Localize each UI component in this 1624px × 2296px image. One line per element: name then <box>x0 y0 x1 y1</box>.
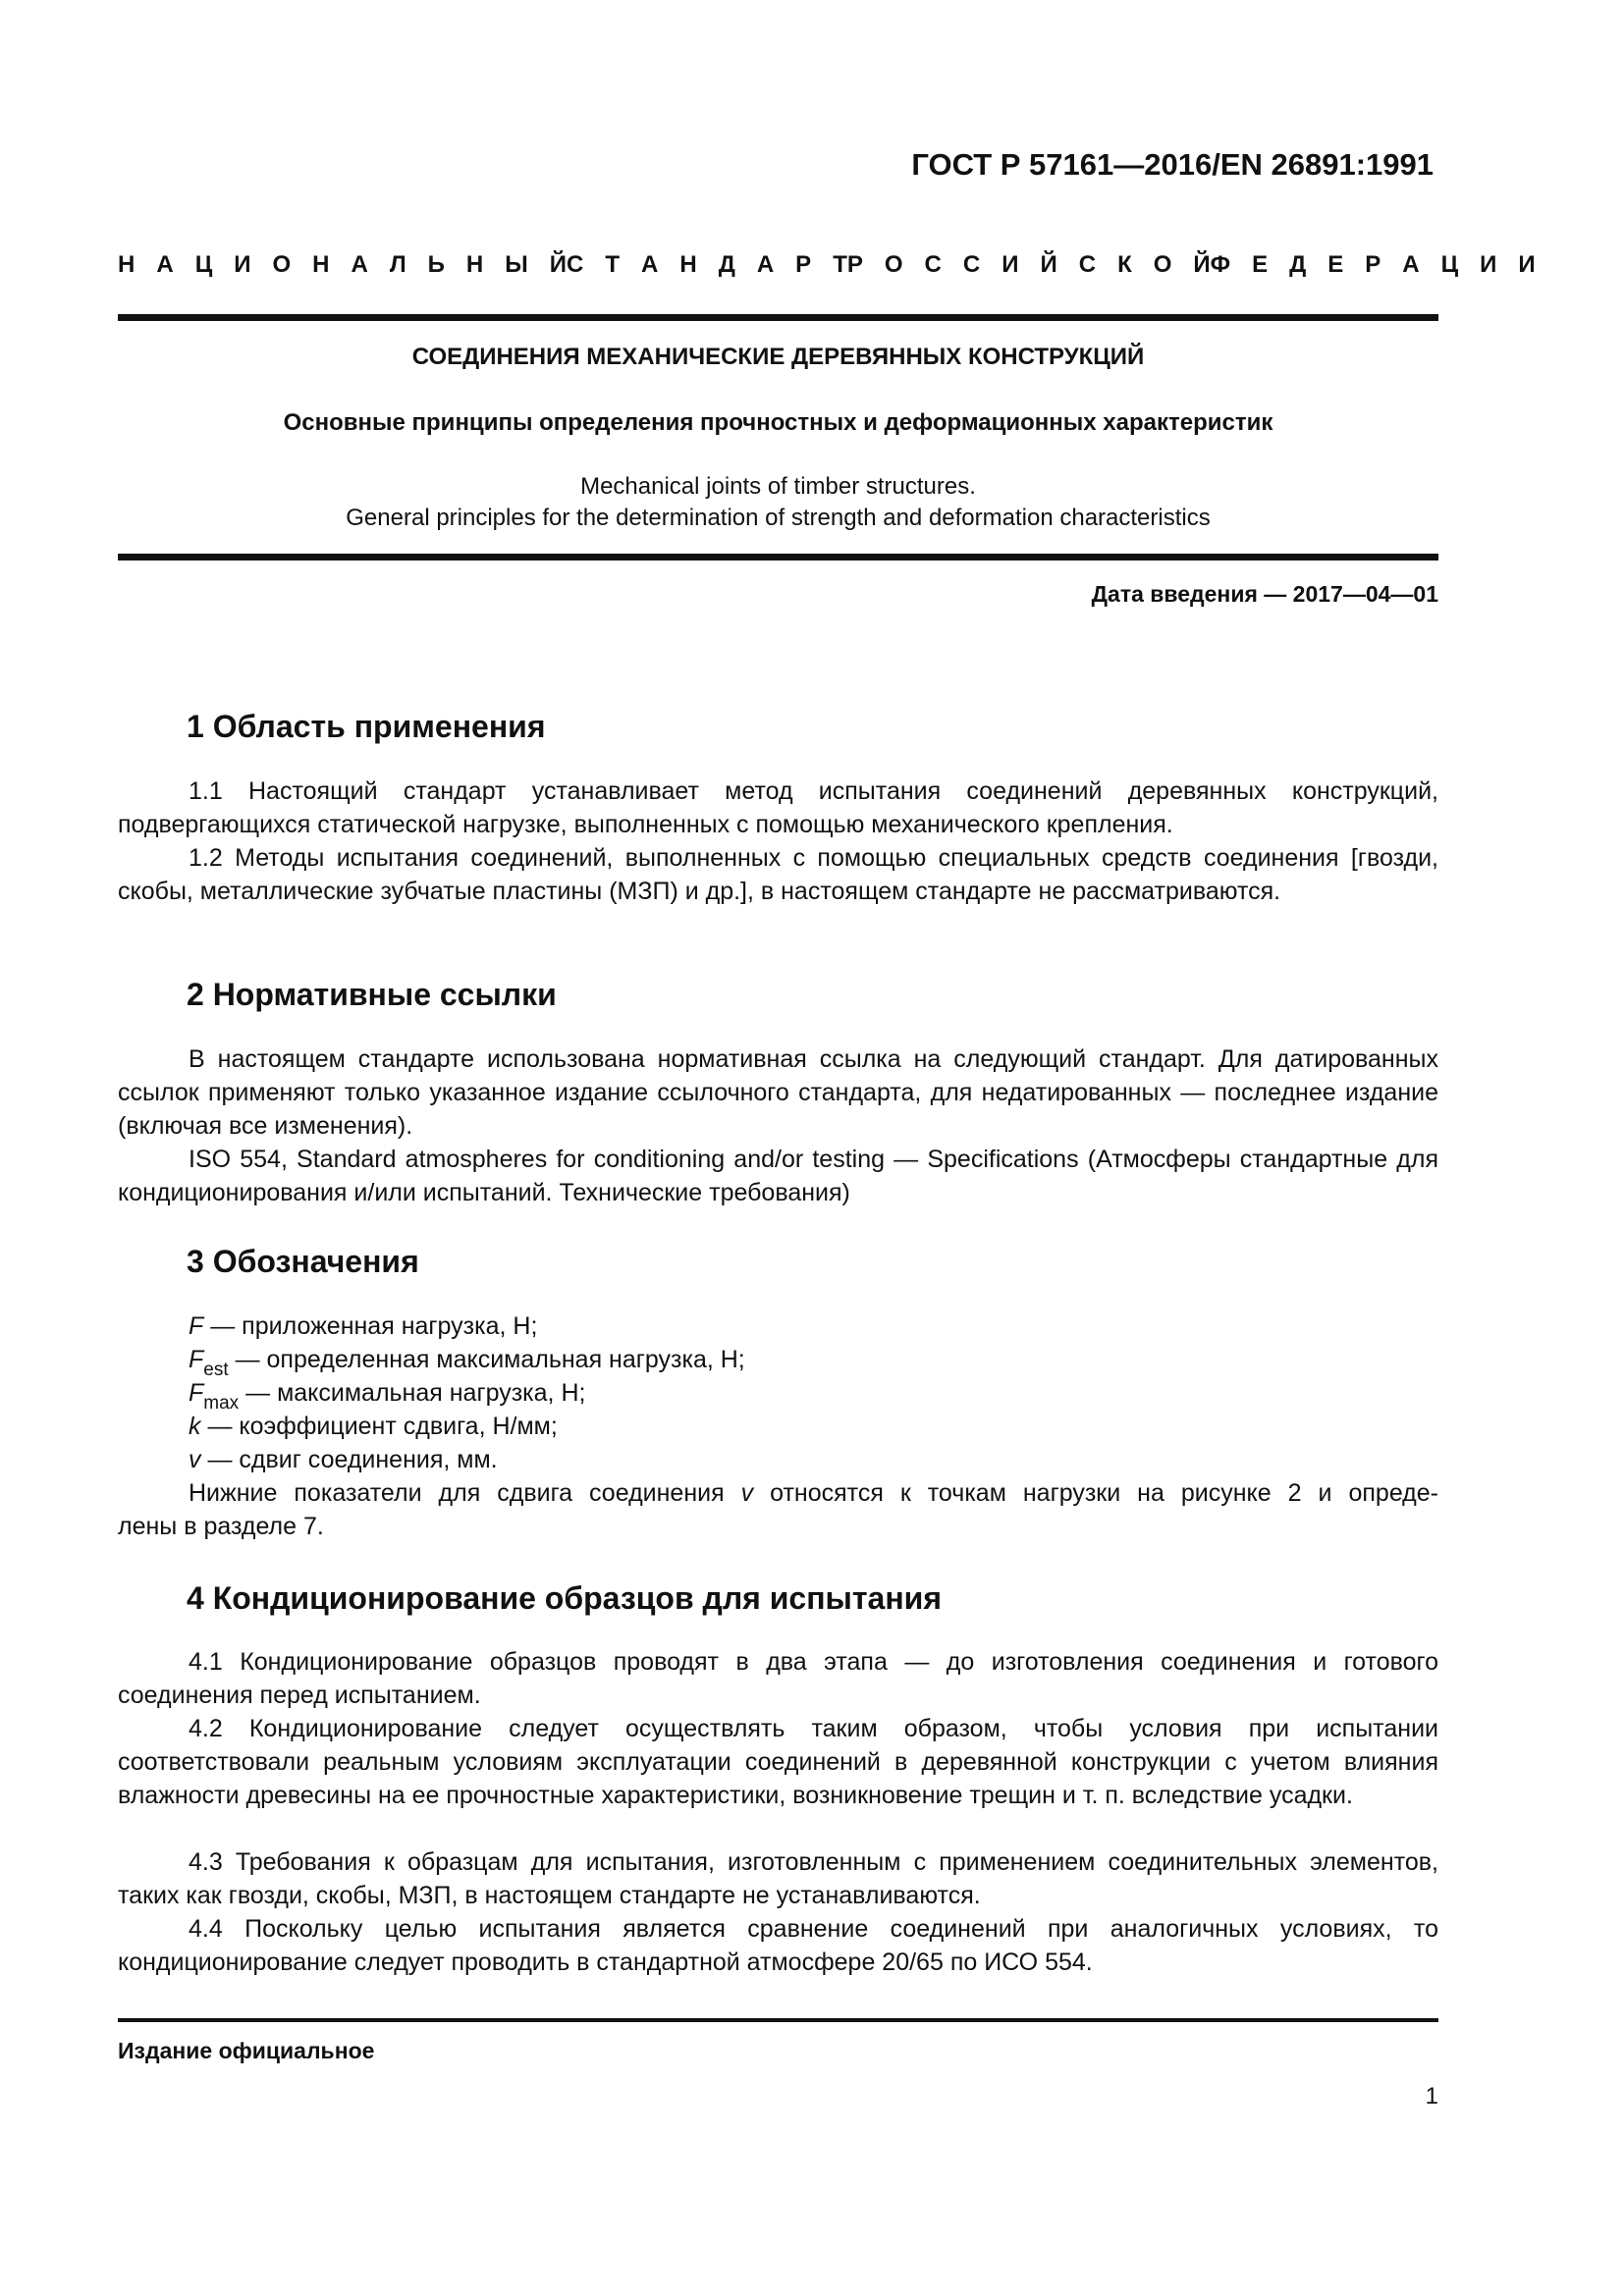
symbol-k: k <box>189 1413 201 1440</box>
national-line-letter: И <box>1518 251 1536 278</box>
national-line-word <box>118 251 567 279</box>
symbol-v: v <box>189 1446 201 1473</box>
symbol-v-line <box>189 1443 498 1476</box>
national-line-letter: А <box>1402 251 1420 278</box>
section-3-note-line-2: лены в разделе 7. <box>118 1513 324 1540</box>
national-line-letter: Т <box>605 251 621 278</box>
section-2-heading: 2 Нормативные ссылки <box>187 977 557 1012</box>
standard-title: СОЕДИНЕНИЯ МЕХАНИЧЕСКИЕ ДЕРЕВЯННЫХ КОНСТРУКЦИЙ <box>411 344 1145 370</box>
national-line-letter: А <box>156 251 174 278</box>
standard-subtitle: Основные принципы определения прочностных и деформационных характеристик <box>283 409 1273 436</box>
national-line-letter: Т <box>833 251 847 278</box>
document-code: ГОСТ Р 57161—2016/EN 26891:1991 <box>911 147 1434 182</box>
section-4-paragraph-1: 4.1 Кондиционирование образцов проводят в два этапа — до изготовления соединения и готового соединения перед испытанием. <box>118 1648 1438 1709</box>
english-title-line1: Mechanical joints of timber structures. <box>580 473 976 500</box>
section-1-paragraph-2: 1.2 Методы испытания соединений, выполненных с помощью специальных средств соединения [гвозди, скобы, металлические зубчатые пластины (МЗП) и др.], в настоящем стандарте не рассматриваются. <box>118 844 1438 905</box>
symbol-f-desc: — приложенная нагрузка, Н; <box>203 1312 538 1340</box>
symbol-fest-subscript: est <box>203 1360 229 1380</box>
national-line-letter: Ц <box>194 251 213 278</box>
symbol-v-desc: — сдвиг соединения, мм. <box>200 1446 498 1473</box>
national-line-letter: С <box>962 251 981 278</box>
national-line-letter: Й <box>1193 251 1211 278</box>
national-line-letter: А <box>641 251 659 278</box>
section-3-heading: 3 Обозначения <box>187 1244 419 1279</box>
note-symbol-v: v <box>740 1479 754 1507</box>
section-1-paragraph-1: 1.1 Настоящий стандарт устанавливает метод испытания соединений деревянных конструкций, подвергающихся статической нагрузке, выполненных с помощью механического крепления. <box>118 777 1438 838</box>
national-line-letter: А <box>351 251 368 278</box>
footer-rule <box>118 2018 1438 2022</box>
national-line-letter: Е <box>1327 251 1344 278</box>
national-line-letter: Р <box>1365 251 1381 278</box>
english-title <box>118 471 1438 534</box>
national-line-letter: Н <box>679 251 697 278</box>
national-line-letter: О <box>884 251 903 278</box>
section-3-note-line-1 <box>118 1476 1438 1510</box>
national-line-letter: Р <box>846 251 863 278</box>
national-line-letter: К <box>1117 251 1132 278</box>
section-1-heading: 1 Область применения <box>187 709 546 744</box>
national-line-letter: Е <box>1252 251 1269 278</box>
national-line-letter: Д <box>1289 251 1307 278</box>
english-title-line2: General principles for the determination of strength and deformation characteristics <box>346 505 1211 531</box>
national-line-letter: А <box>756 251 775 278</box>
national-line-letter: Р <box>795 251 812 278</box>
section-4-paragraph-3: 4.3 Требования к образцам для испытания, изготовленным с применением соединительных элементов, таких как гвозди, скобы, МЗП, в настоящем стандарте не устанавливаются. <box>118 1848 1438 1909</box>
national-line-letter: И <box>1480 251 1497 278</box>
national-line-letter: Й <box>549 251 568 278</box>
symbol-k-desc: — коэффициент сдвига, Н/мм; <box>200 1413 558 1440</box>
national-line-letter: И <box>234 251 251 278</box>
section-4-heading: 4 Кондиционирование образцов для испытания <box>187 1580 942 1616</box>
symbol-f: F <box>189 1312 204 1340</box>
section-2-paragraph-2: ISO 554, Standard atmospheres for conditioning and/or testing — Specifications (Атмосферы стандартные для кондиционирования и/или испытаний. Технические требования) <box>118 1146 1438 1206</box>
national-line-letter: С <box>924 251 942 278</box>
symbol-fmax-subscript: max <box>203 1393 240 1414</box>
national-line-letter: О <box>272 251 292 278</box>
national-line-letter: С <box>1078 251 1097 278</box>
national-line-letter: И <box>1001 251 1019 278</box>
national-line-letter: Н <box>465 251 484 278</box>
national-line-word <box>847 251 1211 279</box>
national-line-letter: Н <box>312 251 330 278</box>
symbol-fmax-desc: — максимальная нагрузка, Н; <box>239 1379 586 1407</box>
national-line-letter: Й <box>1040 251 1057 278</box>
symbol-fest-desc: — определенная максимальная нагрузка, Н; <box>228 1346 745 1373</box>
national-line-letter: О <box>1153 251 1172 278</box>
national-line-letter: Л <box>389 251 406 278</box>
symbol-fest: F <box>189 1346 204 1373</box>
symbol-fmax: F <box>189 1379 204 1407</box>
section-4-paragraph-2: 4.2 Кондиционирование следует осуществлять таким образом, чтобы условия при испытании соответствовали реальным условиям эксплуатации соединений в деревянной конструкции с учетом влияния влажности древесины на ее прочностные характеристики, возникновение трещин и т. п. вследствие усадки. <box>118 1715 1438 1809</box>
national-line-letter: Ц <box>1440 251 1459 278</box>
page-number: 1 <box>1425 2083 1438 2109</box>
national-line-word <box>1211 251 1536 279</box>
national-standard-line <box>118 251 1536 279</box>
note-text-a: Нижние показатели для сдвига соединения <box>189 1479 741 1507</box>
official-edition-label: Издание официальное <box>118 2038 375 2063</box>
national-line-letter: Ф <box>1210 251 1231 278</box>
header-rule <box>118 554 1438 561</box>
national-line-letter: С <box>567 251 584 278</box>
section-4-paragraph-4: 4.4 Поскольку целью испытания является сравнение соединений при аналогичных условиях, то кондиционирование следует проводить в стандартной атмосфере 20/65 по ИСО 554. <box>118 1915 1438 1976</box>
national-line-letter: Н <box>118 251 135 278</box>
symbol-f-line <box>189 1309 537 1343</box>
symbol-k-line <box>189 1410 558 1443</box>
national-line-word <box>567 251 847 279</box>
introduction-date: Дата введения — 2017—04—01 <box>1091 581 1438 607</box>
note-text-b: относятся к точкам нагрузки на рисунке 2 и опреде- <box>753 1479 1438 1507</box>
top-rule <box>118 314 1438 321</box>
national-line-letter: Д <box>718 251 735 278</box>
national-line-letter: Ь <box>427 251 445 278</box>
section-2-paragraph-1: В настоящем стандарте использована нормативная ссылка на следующий стандарт. Для датированных ссылок применяют только указанное издание ссылочного стандарта, для недатированных — последнее издание (включая все изменения). <box>118 1045 1438 1140</box>
section-3-note <box>118 1476 1438 1543</box>
national-line-letter: Ы <box>505 251 528 278</box>
